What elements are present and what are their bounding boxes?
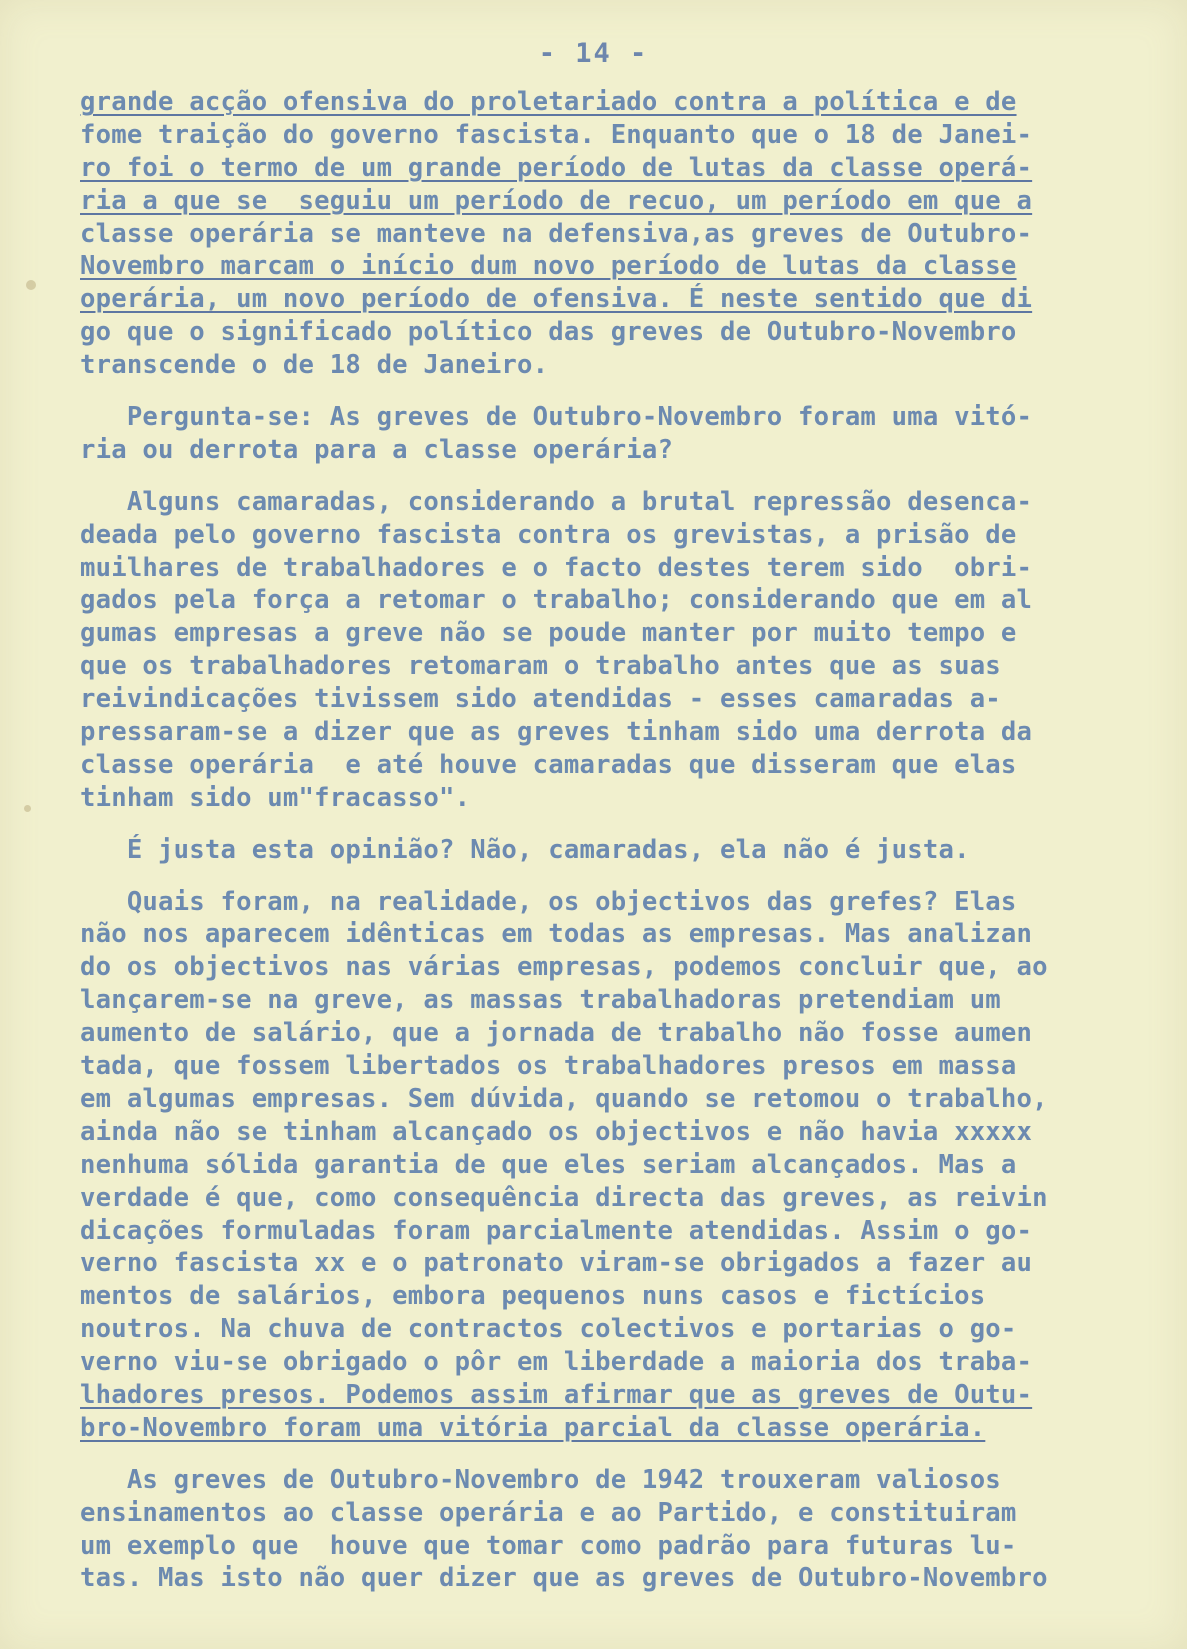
text-line: transcende o de 18 de Janeiro. — [80, 350, 549, 381]
paragraph — [80, 1464, 1140, 1596]
text-line: É justa esta opinião? Não, camaradas, ela não é justa. — [80, 834, 970, 865]
text-line: dicações formuladas foram parcialmente atendidas. Assim o go- — [80, 1215, 1033, 1246]
text-line: não nos aparecem idênticas em todas as empresas. Mas analizan — [80, 919, 1033, 950]
text-line: gumas empresas a greve não se poude manter por muito tempo e — [80, 618, 1017, 649]
text-line: classe operária e até houve camaradas que disseram que elas — [80, 749, 1017, 780]
text-line: fome traição do governo fascista. Enquanto que o 18 de Janei- — [80, 119, 1033, 150]
text-line: gados pela força a retomar o trabalho; considerando que em al — [80, 585, 1033, 616]
text-line: grande acção ofensiva do proletariado contra a política e de — [80, 87, 1017, 117]
text-line: Alguns camaradas, considerando a brutal repressão desenca- — [80, 486, 1033, 517]
text-line: tada, que fossem libertados os trabalhadores presos em massa — [80, 1051, 1017, 1082]
text-line: verdade é que, como consequência directa das greves, as reivin — [80, 1182, 1048, 1213]
paragraph — [80, 886, 1140, 1445]
text-line: lançarem-se na greve, as massas trabalhadoras pretendiam um — [80, 985, 1001, 1016]
text-line: ria ou derrota para a classe operária? — [80, 434, 674, 465]
text-line: mentos de salários, embora pequenos nuns casos e fictícios — [80, 1281, 986, 1312]
text-line: em algumas empresas. Sem dúvida, quando se retomou o trabalho, — [80, 1083, 1048, 1114]
text-line: noutros. Na chuva de contractos colectivos e portarias o go- — [80, 1314, 1017, 1345]
text-line: operária, um novo período de ofensiva. É neste sentido que di — [80, 284, 1033, 315]
text-line: que os trabalhadores retomaram o trabalho antes que as suas — [80, 651, 1001, 682]
text-line: ria a que se seguiu um período de recuo, um período em que a — [80, 185, 1033, 216]
text-line: deada pelo governo fascista contra os grevistas, a prisão de — [80, 519, 1017, 550]
text-line: classe operária se manteve na defensiva,as greves de Outubro- — [80, 218, 1033, 249]
paragraph — [80, 486, 1140, 815]
text-line: ainda não se tinham alcançado os objectivos e não havia xxxxx — [80, 1116, 1033, 1147]
text-line: verno viu-se obrigado o pôr em liberdade a maioria dos traba- — [80, 1347, 1033, 1378]
text-line: lhadores presos. Podemos assim afirmar que as greves de Outu- — [80, 1379, 1033, 1410]
text-line: nenhuma sólida garantia de que eles seriam alcançados. Mas a — [80, 1149, 1017, 1180]
stain-mark — [24, 805, 31, 812]
paragraph — [80, 834, 1140, 867]
text-line: Pergunta-se: As greves de Outubro-Novembro foram uma vitó- — [80, 402, 1033, 433]
text-line: muilhares de trabalhadores e o facto destes terem sido obri- — [80, 552, 1033, 583]
text-line: ro foi o termo de um grande período de lutas da classe operá- — [80, 152, 1033, 183]
text-line: Quais foram, na realidade, os objectivos das grefes? Elas — [80, 886, 1017, 917]
text-line: go que o significado político das greves de Outubro-Novembro — [80, 317, 1017, 348]
text-line: tas. Mas isto não quer dizer que as greves de Outubro-Novembro — [80, 1563, 1048, 1594]
paragraph — [80, 86, 1140, 382]
text-line: ensinamentos ao classe operária e ao Partido, e constituiram — [80, 1497, 1017, 1528]
text-line: tinham sido um"fracasso". — [80, 782, 471, 813]
text-line: aumento de salário, que a jornada de trabalho não fosse aumen — [80, 1018, 1033, 1049]
text-line: bro-Novembro foram uma vitória parcial da classe operária. — [80, 1412, 986, 1443]
text-line: As greves de Outubro-Novembro de 1942 trouxeram valiosos — [80, 1464, 1001, 1495]
text-line: pressaram-se a dizer que as greves tinham sido uma derrota da — [80, 717, 1033, 748]
text-line: um exemplo que houve que tomar como padrão para futuras lu- — [80, 1530, 1017, 1561]
page-number: - 14 - — [538, 38, 649, 69]
text-line: reivindicações tivissem sido atendidas - esses camaradas a- — [80, 684, 1001, 715]
text-line: do os objectivos nas várias empresas, podemos concluir que, ao — [80, 952, 1048, 983]
text-line: verno fascista xx e o patronato viram-se obrigados a fazer au — [80, 1248, 1033, 1279]
text-line: Novembro marcam o início dum novo período de lutas da classe — [80, 251, 1017, 282]
stain-mark — [26, 280, 36, 290]
document-body — [80, 86, 1140, 1595]
paragraph — [80, 401, 1140, 467]
